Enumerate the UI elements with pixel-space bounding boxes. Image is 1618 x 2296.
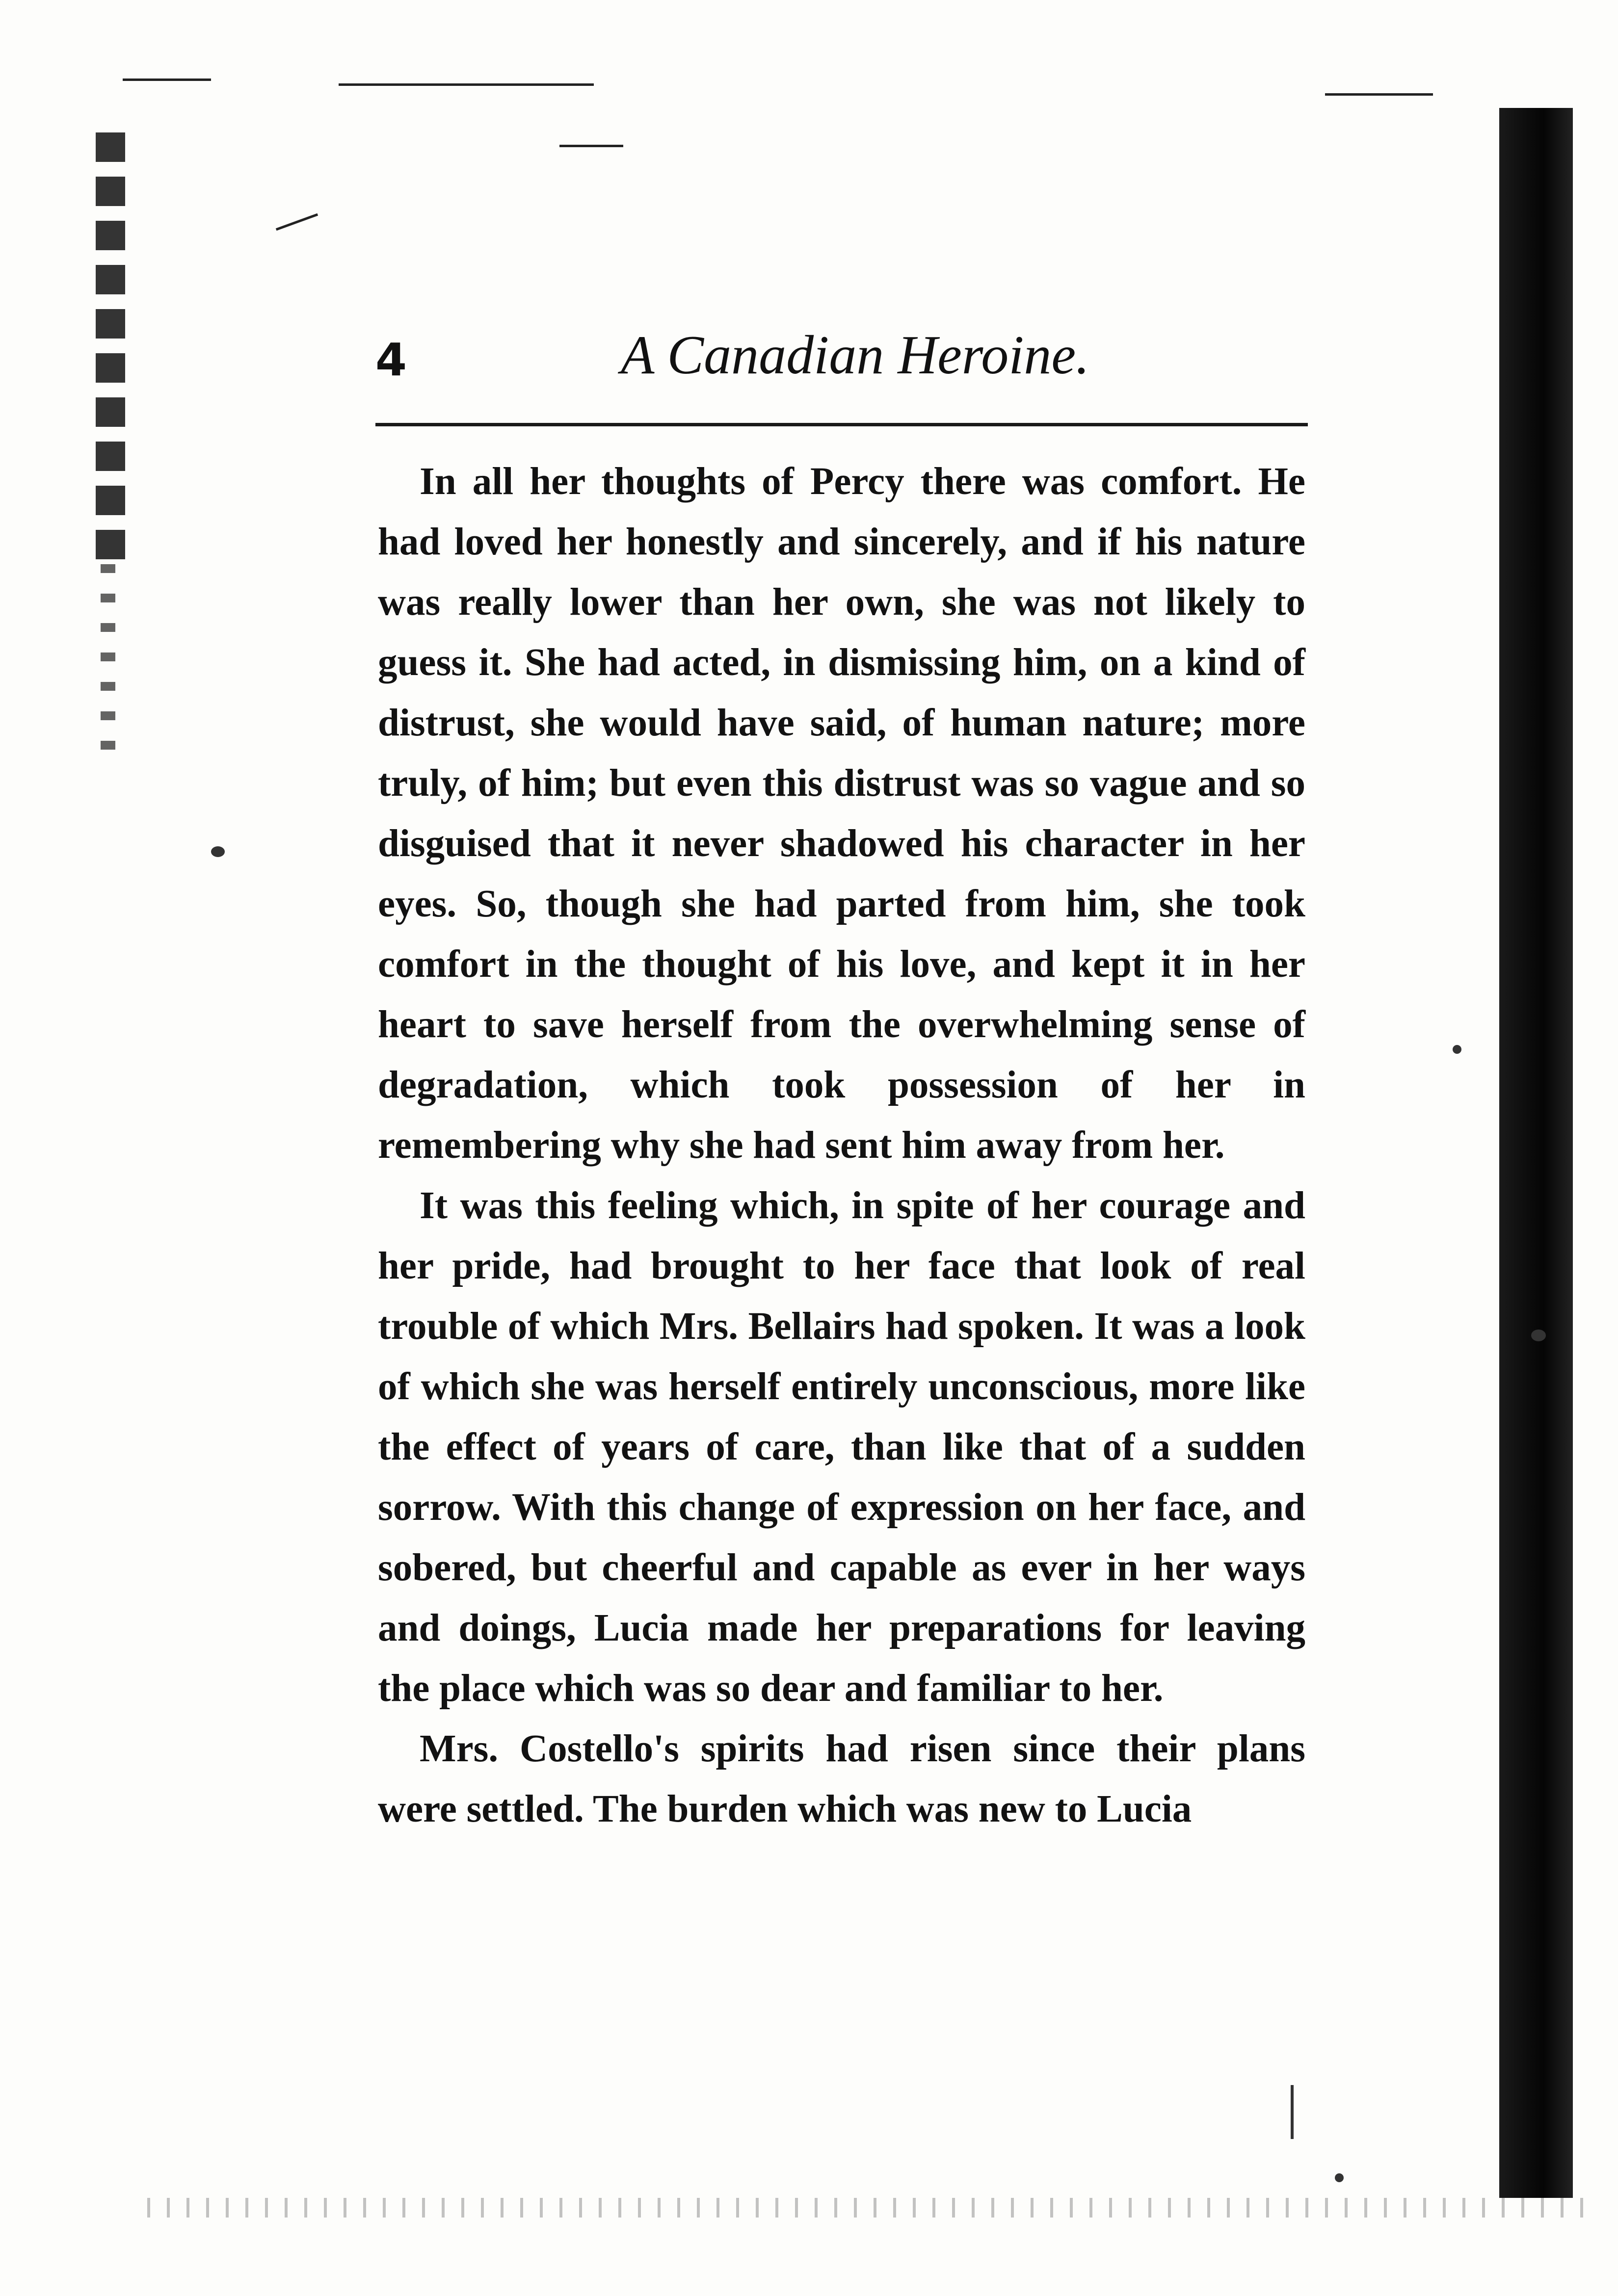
paragraph: Mrs. Costello's spirits had risen since their plans were settled. The burden which was new to Lucia bbox=[378, 1727, 1305, 1830]
paragraph: It was this feeling which, in spite of her courage and her pride, had brought to her face that look of real trouble of which Mrs. Bellairs had spoken. It was a look of which she was herself entirely unconscious, more like the effect of years of care, than like that of a sudden sorrow. With this change of expression on her face, and sobered, but cheerful and capable as ever in her ways and doings, Lucia made her preparations for leaving the place which was so dear and familiar to her. bbox=[378, 1184, 1305, 1710]
scan-mark-top-5 bbox=[1325, 93, 1433, 96]
scan-speck-5 bbox=[1291, 2085, 1294, 2139]
binding-marks bbox=[96, 132, 125, 559]
scan-speck-2 bbox=[1531, 1330, 1546, 1341]
scan-speck-3 bbox=[1335, 2173, 1344, 2182]
running-title: A Canadian Heroine. bbox=[621, 325, 1090, 386]
scan-speck-4 bbox=[1453, 1045, 1461, 1054]
scan-mark-top-2 bbox=[339, 83, 594, 86]
scan-mark-top-4 bbox=[276, 213, 318, 231]
page-edge-shadow bbox=[1499, 108, 1573, 2198]
header-rule bbox=[375, 423, 1308, 426]
scan-speck-1 bbox=[211, 846, 225, 857]
body-text bbox=[378, 451, 1305, 1839]
scan-mark-top-3 bbox=[559, 145, 623, 147]
binding-marks-lower bbox=[101, 564, 115, 770]
bottom-scan-noise bbox=[147, 2198, 1595, 2218]
page-number: 4 bbox=[375, 334, 407, 386]
page-header bbox=[375, 319, 1308, 388]
paragraph: In all her thoughts of Percy there was comfort. He had loved her honestly and sincerely, and if his nature was really lower than her own, she was not likely to guess it. She had acted, in dismissing him, on a kind of distrust, she would have said, of human nature; more truly, of him; but even this distrust was so vague and so disguised that it never shadowed his character in her eyes. So, though she had parted from him, she took comfort in the thought of his love, and kept it in her heart to save herself from the overwhelming sense of degradation, which took possession of her in remembering why she had sent him away from her. bbox=[378, 460, 1305, 1167]
scan-mark-top-1 bbox=[123, 78, 211, 81]
